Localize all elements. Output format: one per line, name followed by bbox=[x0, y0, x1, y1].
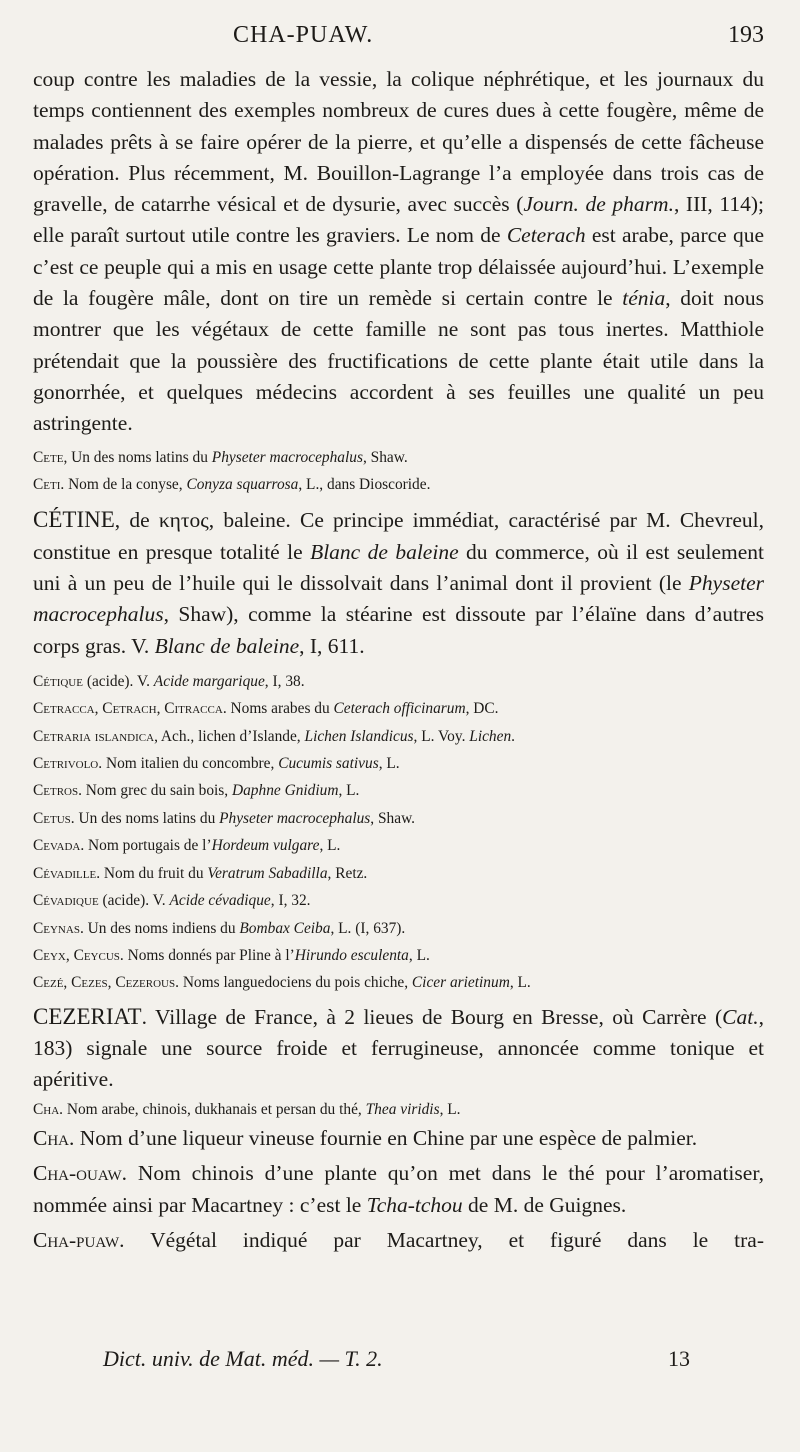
list-item: Cévadique (acide). V. Acide cévadique, I, 32. bbox=[33, 892, 311, 910]
running-title: CHA-PUAW. bbox=[233, 22, 374, 48]
small-entries bbox=[33, 668, 764, 997]
entry-cha-ouaw: Cha-ouaw. Nom chinois d’une plante qu’on met dans le thé pour l’aromatiser, nommée ainsi par Macartney : c’est le Tcha-tchou de M. de Guignes. bbox=[33, 1161, 764, 1217]
list-item: Cetus. Un des noms latins du Physeter macrocephalus, Shaw. bbox=[33, 809, 416, 827]
paragraph-fougere: coup contre les maladies de la vessie, la colique néphrétique, et les journaux du temps contiennent des exemples nombreux de cures dues à cette fougère, même de malades prêts à se faire opérer de la pierre, et qu’elle a dispensés de cette fâcheuse opération. Plus récemment, M. Bouillon-Lagrange l’a employée dans trois cas de gravelle, de catarrhe vésical et de dysurie, avec succès (Journ. de pharm., III, 114); elle paraît surtout utile contre les graviers. Le nom de Ceterach est arabe, parce que c’est ce peuple qui a mis en usage cette plante trop délaissée aujourd’hui. L’exemple de la fougère mâle, dont on tire un remède si certain contre le ténia, doit nous montrer que les végétaux de cette famille ne sont pas tous inertes. Matthiole prétendait que la poussière des fructifications de cette plante était utile dans la gonorrhée, et quelques médecins accordent à ses feuilles une qualité un peu astringente. bbox=[33, 67, 764, 436]
list-item: Cetrivolo. Nom italien du concombre, Cucumis sativus, L. bbox=[33, 755, 400, 773]
entry-cezeriat: CEZERIAT. Village de France, à 2 lieues de Bourg en Bresse, où Carrère (Cat., 183) signale une source froide et ferrugineuse, annoncée comme tonique et apéritive. bbox=[33, 1003, 764, 1092]
list-item: Ceynas. Un des noms indiens du Bombax Ceiba, L. (I, 637). bbox=[33, 919, 406, 937]
list-item: Ceyx, Ceycus. Noms donnés par Pline à l’Hirundo esculenta, L. bbox=[33, 946, 430, 964]
list-item: Cévadille. Nom du fruit du Veratrum Sabadilla, Retz. bbox=[33, 864, 368, 882]
entry-cetine: CÉTINE, de κητος, baleine. Ce principe immédiat, caractérisé par M. Chevreul, constitue en presque totalité le Blanc de baleine du commerce, où il est seulement uni à un peu de l’huile qui le dissolvait dans l’animal dont il provient (le Physeter macrocephalus, Shaw), comme la stéarine est dissoute par l’élaïne dans d’autres corps gras. V. Blanc de baleine, I, 611. bbox=[33, 507, 765, 658]
list-item: Cetraria islandica, Ach., lichen d’Islande, Lichen Islandicus, L. Voy. Lichen. bbox=[33, 727, 516, 745]
footer-signature: Dict. univ. de Mat. méd. — T. 2. bbox=[103, 1346, 383, 1371]
footer-sheet-number: 13 bbox=[668, 1346, 690, 1371]
list-item: Cevada. Nom portugais de l’Hordeum vulgare, L. bbox=[33, 837, 341, 855]
entry-ceti: Ceti. Nom de la conyse, Conyza squarrosa, L., dans Dioscoride. bbox=[33, 475, 431, 493]
list-item: Cetracca, Cetrach, Citracca. Noms arabes du Ceterach officinarum, DC. bbox=[33, 700, 499, 718]
entry-cete: Cete, Un des noms latins du Physeter macrocephalus, Shaw. bbox=[33, 448, 408, 466]
page-number: 193 bbox=[728, 22, 764, 48]
list-item: Cezé, Cezes, Cezerous. Noms languedociens du pois chiche, Cicer arietinum, L. bbox=[33, 974, 531, 992]
page-header bbox=[33, 22, 764, 64]
page-footer bbox=[103, 1346, 690, 1372]
entry-cha-puaw: Cha-puaw. Végétal indiqué par Macartney, et figuré dans le tra- bbox=[33, 1227, 764, 1252]
list-item: Cétique (acide). V. Acide margarique, I, 38. bbox=[33, 672, 305, 690]
entry-cha: Cha. Nom d’une liqueur vineuse fournie en Chine par une espèce de palmier. bbox=[33, 1126, 698, 1151]
entry-cha-small: Cha. Nom arabe, chinois, dukhanais et persan du thé, Thea viridis, L. bbox=[33, 1100, 461, 1118]
list-item: Cetros. Nom grec du sain bois, Daphne Gnidium, L. bbox=[33, 782, 360, 800]
